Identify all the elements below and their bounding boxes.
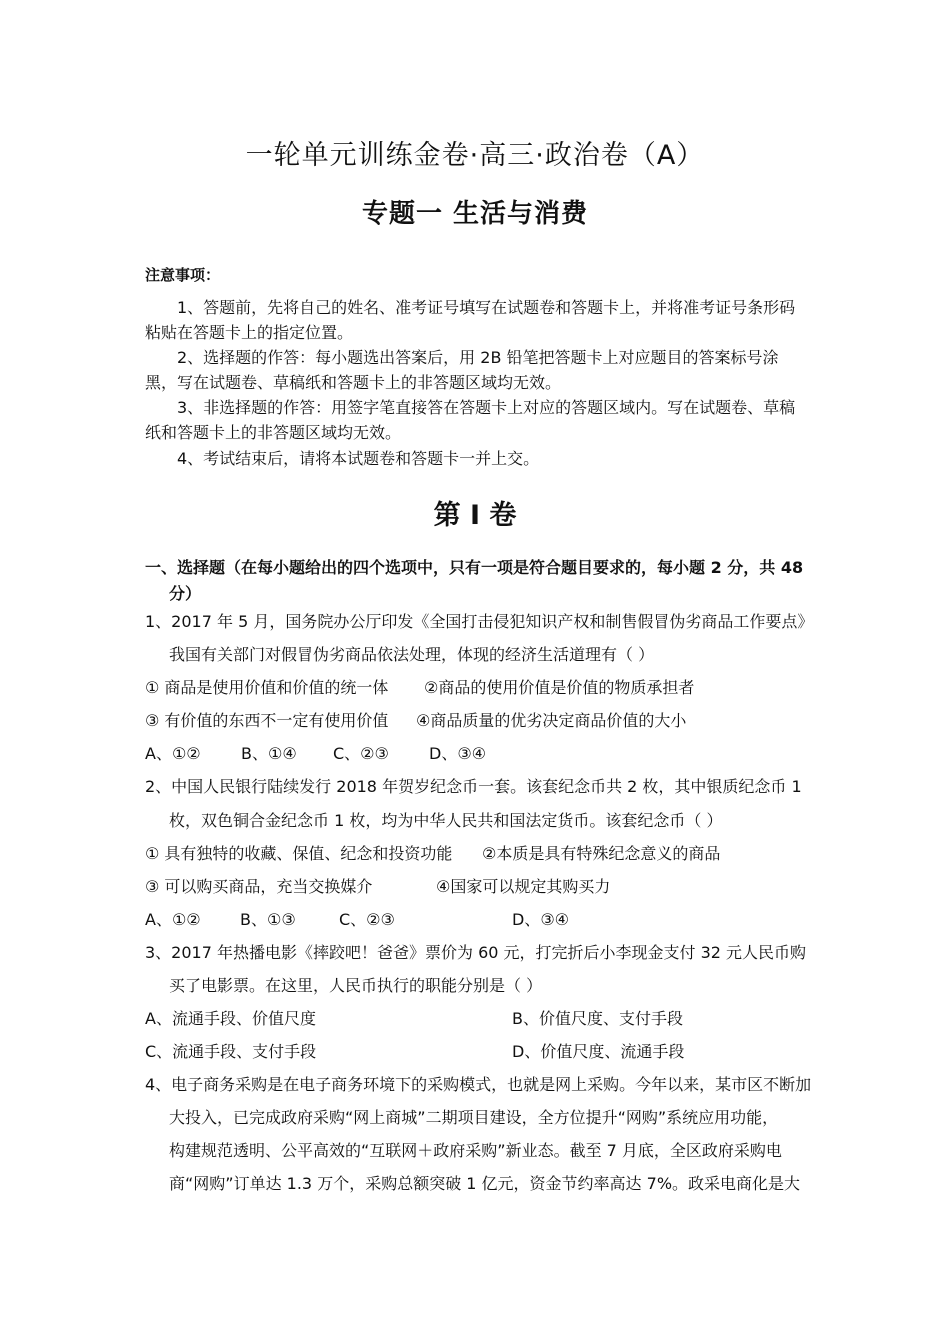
q1-statement-1: ① 商品是使用价值和价值的统一体 — [145, 678, 389, 697]
q3-stem-line1: 3、2017 年热播电影《摔跤吧！爸爸》票价为 60 元，打完折后小李现金支付 32 元人民币购 — [145, 943, 807, 962]
q1-option-b: B、①④ — [241, 744, 297, 763]
q3-option-d: D、价值尺度、流通手段 — [512, 1042, 685, 1061]
part-heading — [145, 555, 815, 607]
q3-option-c: C、流通手段、支付手段 — [145, 1042, 317, 1061]
q1-stem-line2: 我国有关部门对假冒伪劣商品依法处理，体现的经济生活道理有（ ） — [169, 645, 655, 664]
q2-statement-3: ③ 可以购买商品，充当交换媒介 — [145, 877, 373, 896]
q1-statement-2: ②商品的使用价值是价值的物质承担者 — [424, 678, 695, 697]
part-heading-line2: 分） — [169, 584, 202, 603]
notice-heading: 注意事项： — [145, 266, 221, 284]
q1-statement-3: ③ 有价值的东西不一定有使用价值 — [145, 711, 389, 730]
notice-item-4: 4、考试结束后，请将本试题卷和答题卡一并上交。 — [177, 449, 540, 468]
q1-option-a: A、①② — [145, 744, 201, 763]
q3-option-a: A、流通手段、价值尺度 — [145, 1009, 316, 1028]
q2-option-c: C、②③ — [339, 910, 395, 929]
page-subtitle: 专题一 生活与消费 — [361, 199, 589, 229]
q4-stem-line4: 商“网购”订单达 1.3 万个，采购总额突破 1 亿元，资金节约率高达 7%。政采电商化是大 — [169, 1174, 801, 1193]
q1-stem-line1: 1、2017 年 5 月，国务院办公厅印发《全国打击侵犯知识产权和制售假冒伪劣商品工作要点》 — [145, 612, 814, 631]
q3-stem-line2: 买了电影票。在这里，人民币执行的职能分别是（ ） — [169, 976, 543, 995]
notice-item-2: 2、选择题的作答：每小题选出答案后，用 2B 铅笔把答题卡上对应题目的答案标号涂黑，写在试题卷、草稿纸和答题卡上的非答题区域均无效。 — [145, 348, 779, 392]
q3-option-b: B、价值尺度、支付手段 — [512, 1009, 683, 1028]
q2-stem-line1: 2、中国人民银行陆续发行 2018 年贺岁纪念币一套。该套纪念币共 2 枚，其中银质纪念币 1 — [145, 777, 802, 796]
q2-statement-1: ① 具有独特的收藏、保值、纪念和投资功能 — [145, 844, 453, 863]
q2-statement-2: ②本质是具有特殊纪念意义的商品 — [482, 844, 721, 863]
q4-stem-line1: 4、电子商务采购是在电子商务环境下的采购模式，也就是网上采购。今年以来，某市区不断加 — [145, 1075, 812, 1094]
q4-stem-line2: 大投入，已完成政府采购“网上商城”二期项目建设，全方位提升“网购”系统应用功能， — [169, 1108, 779, 1127]
q2-option-d: D、③④ — [512, 910, 570, 929]
q4-stem-line3: 构建规范透明、公平高效的“互联网＋政府采购”新业态。截至 7 月底，全区政府采购电 — [169, 1141, 782, 1160]
notice-item-1: 1、答题前，先将自己的姓名、准考证号填写在试题卷和答题卡上，并将准考证号条形码粘贴在答题卡上的指定位置。 — [145, 298, 796, 342]
part-heading-line1: 一、选择题（在每小题给出的四个选项中，只有一项是符合题目要求的，每小题 2 分，共 48 — [145, 558, 804, 577]
q2-statement-4: ④国家可以规定其购买力 — [436, 877, 611, 896]
q1-option-c: C、②③ — [333, 744, 389, 763]
notice-item-3: 3、非选择题的作答：用签字笔直接答在答题卡上对应的答题区域内。写在试题卷、草稿纸和答题卡上的非答题区域均无效。 — [145, 398, 796, 442]
page-title: 一轮单元训练金卷·高三·政治卷（A） — [245, 140, 705, 171]
q2-option-b: B、①③ — [240, 910, 296, 929]
q2-option-a: A、①② — [145, 910, 201, 929]
q1-option-d: D、③④ — [429, 744, 487, 763]
q2-stem-line2: 枚，双色铜合金纪念币 1 枚，均为中华人民共和国法定货币。该套纪念币（ ） — [169, 811, 723, 830]
q1-statement-4: ④商品质量的优劣决定商品价值的大小 — [416, 711, 687, 730]
section-heading: 第 I 卷 — [433, 500, 517, 531]
